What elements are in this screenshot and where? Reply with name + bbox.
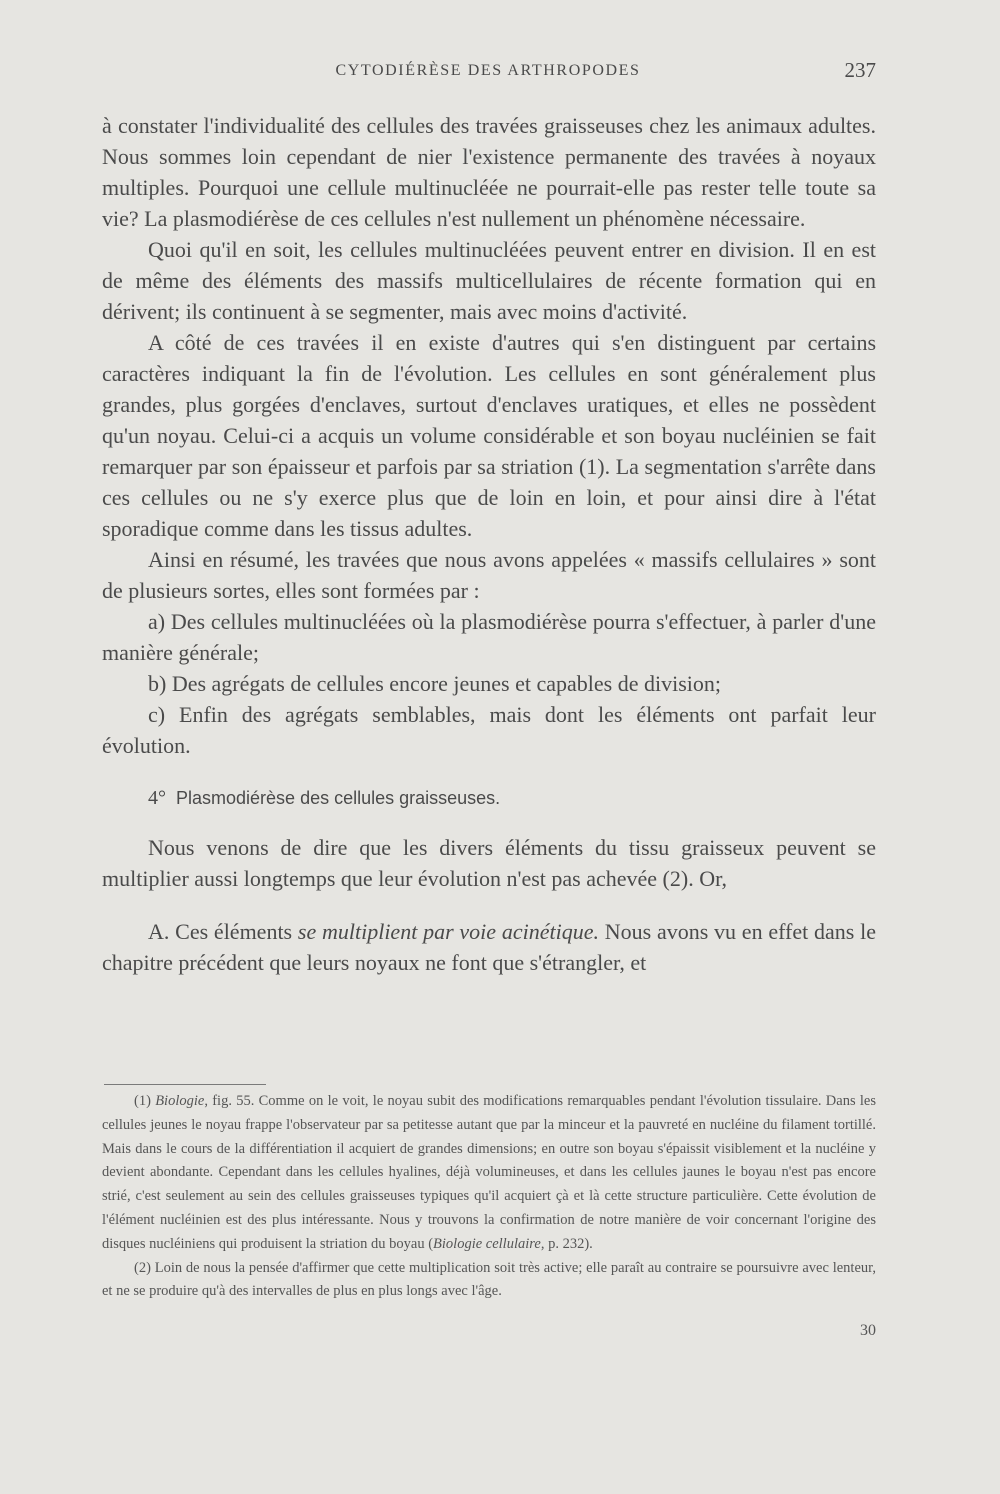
paragraph-3: A côté de ces travées il en existe d'autres qui s'en distinguent par certains caractères indiquant la fin de l'évolution. Les cellules en sont généralement plus grandes, plus gorgées d'enclaves, surtout d'enclaves uratiques, et elles ne possèdent qu'un noyau. Celui-ci a acquis un volume considérable et son boyau nucléinien se fait remarquer par son épaisseur et parfois par sa striation (1). La segmentation s'arrête dans ces cellules ou ne s'y exerce plus que de loin en loin, et pour ainsi dire à l'état sporadique comme dans les tissus adultes. [102,330,876,541]
paragraph-6 [102,916,876,978]
footnote-1-italic-2: Biologie cellulaire [433,1235,541,1252]
paragraph-5: Nous venons de dire que les divers éléments du tissu graisseux peuvent se multiplier aussi longtemps que leur évolution n'est pas achevée (2). Or, [102,835,876,891]
paragraph-4: Ainsi en résumé, les travées que nous avons appelées « massifs cellulaires » sont de plusieurs sortes, elles sont formées par : [102,547,876,603]
list-item-a: a) Des cellules multinucléées où la plasmodiérèse pourra s'effectuer, à parler d'une manière générale; [102,609,876,665]
footnote-1-mark: (1) [134,1093,156,1109]
page-number: 237 [844,58,876,82]
footnote-rule [104,1084,266,1085]
section-title: Plasmodiérèse des cellules graisseuses. [176,788,501,808]
section-number: 4° [148,787,166,809]
footnote-1 [102,1090,876,1257]
paragraph-6-italic: se multiplient par voie acinétique. [297,919,599,944]
running-head [100,58,876,88]
paragraph-2: Quoi qu'il en soit, les cellules multinucléées peuvent entrer en division. Il en est de même des éléments des massifs multicellulaires de récente formation qui en dérivent; ils continuent à se segmenter, mais avec moins d'activité. [102,237,876,324]
paragraph-1: à constater l'individualité des cellules des travées graisseuses chez les animaux adultes. Nous sommes loin cependant de nier l'existence permanente des travées à noyaux multiples. Pourquoi une cellule multinucléée ne pourrait-elle pas rester telle toute sa vie? La plasmodiérèse de ces cellules n'est nullement un phénomène nécessaire. [102,113,876,231]
footnote-2: (2) Loin de nous la pensée d'affirmer que cette multiplication soit très active; elle paraît au contraire se poursuivre avec lenteur, et ne se produire qu'à des intervalles de plus en plus longs avec l'âge. [102,1259,876,1300]
signature-mark: 30 [860,1322,876,1339]
body-text [102,110,876,978]
paragraph-6-end: Nous avons vu en effet dans le chapitre précédent que leurs noyaux ne font que s'étrangler, et [102,919,876,975]
running-title: CYTODIÉRÈSE DES ARTHROPODES [335,62,641,79]
footnote-1-text-2: , p. 232). [540,1235,593,1252]
footnote-1-italic-1: Biologie [155,1093,205,1109]
footnote-1-text-1: , fig. 55. Comme on le voit, le noyau subit des modifications remarquables pendant l'évolution tissulaire. Dans les cellules jeunes le noyau frappe l'observateur par sa petitesse autant que par la minceur et la pauvreté en nucléine du filament tortillé. Mais dans le cours de la différentiation il acquiert de grandes dimensions; en outre son boyau s'épaissit visiblement et la nucléine y devient abondante. Cependant dans les cellules hyalines, déjà volumineuses, et dans les cellules jaunes le boyau n'est pas encore strié, c'est seulement au sein des cellules graisseuses typiques qu'il acquiert çà et là cette structure particulière. Cette évolution de l'élément nucléinien est des plus intéressante. Nous y trouvons la confirmation de notre manière de voir concernant l'origine des disques nucléiniens qui produisent la striation du boyau ( [102,1093,876,1252]
paragraph-6-start: A. Ces éléments [148,919,298,944]
footnotes [102,1090,876,1304]
list-item-c: c) Enfin des agrégats semblables, mais dont les éléments ont parfait leur évolution. [102,702,876,758]
list-item-b: b) Des agrégats de cellules encore jeunes et capables de division; [148,671,721,696]
section-heading [102,783,876,814]
